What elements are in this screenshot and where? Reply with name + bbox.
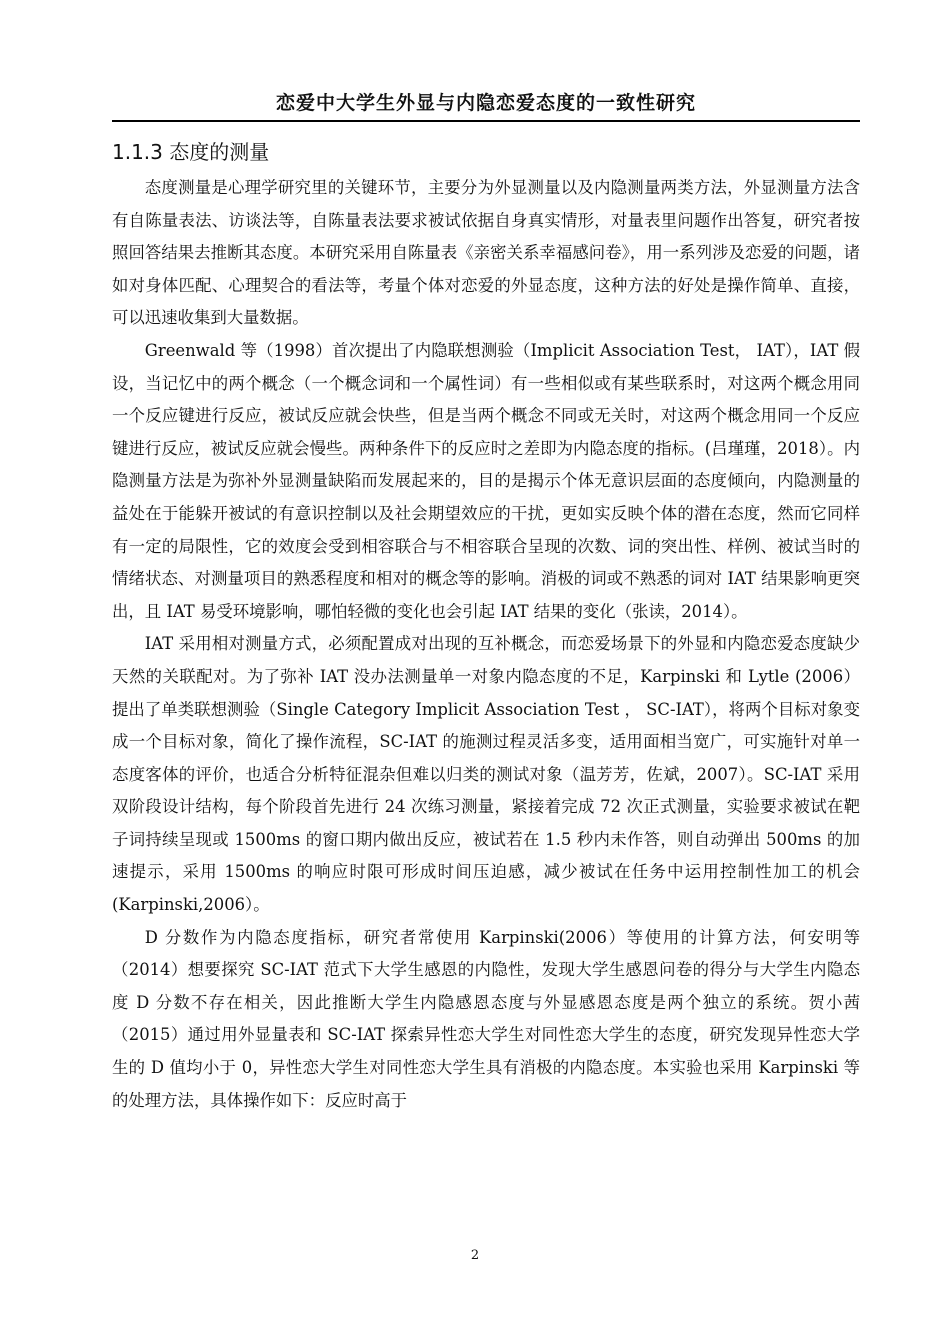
page-number: 2: [470, 1248, 480, 1263]
paragraph: Greenwald 等（1998）首次提出了内隐联想测验（Implicit Association Test， IAT），IAT 假设，当记忆中的两个概念（一个概念词和一个属性词）有一些相似或有某些联系时，对这两个概念用同一个反应键进行反应，被试反应就会快些，但是当两个概念不同或无关时，对这两个概念用同一个反应键进行反应，被试反应就会慢些。两种条件下的反应时之差即为内隐态度的指标。(吕瑾瑾，2018）。内隐测量方法是为弥补外显测量缺陷而发展起来的，目的是揭示个体无意识层面的态度倾向，内隐测量的益处在于能躲开被试的有意识控制以及社会期望效应的干扰，更如实反映个体的潜在态度，然而它同样有一定的局限性，它的效度会受到相容联合与不相容联合呈现的次数、词的突出性、样例、被试当时的情绪状态、对测量项目的熟悉程度和相对的概念等的影响。消极的词或不熟悉的词对 IAT 结果影响更突出，且 IAT 易受环境影响，哪怕轻微的变化也会引起 IAT 结果的变化（张读，2014）。: [112, 340, 860, 621]
body-text: [112, 172, 860, 1117]
section-heading: 1.1.3 态度的测量: [112, 140, 270, 164]
paragraph: 态度测量是心理学研究里的关键环节，主要分为外显测量以及内隐测量两类方法，外显测量方法含有自陈量表法、访谈法等，自陈量表法要求被试依据自身真实情形，对量表里问题作出答复，研究者按照回答结果去推断其态度。本研究采用自陈量表《亲密关系幸福感问卷》，用一系列涉及恋爱的问题，诸如对身体匹配、心理契合的看法等，考量个体对恋爱的外显态度，这种方法的好处是操作简单、直接，可以迅速收集到大量数据。: [112, 178, 860, 328]
paragraph: IAT 采用相对测量方式，必须配置成对出现的互补概念，而恋爱场景下的外显和内隐恋爱态度缺少天然的关联配对。为了弥补 IAT 没办法测量单一对象内隐态度的不足，Karpinski 和 Lytle (2006）提出了单类联想测验（Single Category Implicit Association Test ， SC-IAT），将两个目标对象变成一个目标对象，简化了操作流程，SC-IAT 的施测过程灵活多变，适用面相当宽广，可实施针对单一态度客体的评价，也适合分析特征混杂但难以归类的测试对象（温芳芳，佐斌，2007）。SC-IAT 采用双阶段设计结构，每个阶段首先进行 24 次练习测量，紧接着完成 72 次正式测量，实验要求被试在靶子词持续呈现或 1500ms 的窗口期内做出反应，被试若在 1.5 秒内未作答，则自动弹出 500ms 的加速提示，采用 1500ms 的响应时限可形成时间压迫感，减少被试在任务中运用控制性加工的机会(Karpinski,2006）。: [112, 634, 860, 915]
header-divider: [112, 120, 860, 122]
paragraph: D 分数作为内隐态度指标，研究者常使用 Karpinski(2006）等使用的计算方法，何安明等（2014）想要探究 SC-IAT 范式下大学生感恩的内隐性，发现大学生感恩问卷的得分与大学生内隐态度 D 分数不存在相关，因此推断大学生内隐感恩态度与外显感恩态度是两个独立的系统。贺小茜（2015）通过用外显量表和 SC-IAT 探索异性恋大学生对同性恋大学生的态度，研究发现异性恋大学生的 D 值均小于 0，异性恋大学生对同性恋大学生具有消极的内隐态度。本实验也采用 Karpinski 等的处理方法，具体操作如下：反应时高于: [112, 927, 860, 1110]
running-header-title: 恋爱中大学生外显与内隐恋爱态度的一致性研究: [275, 92, 696, 114]
